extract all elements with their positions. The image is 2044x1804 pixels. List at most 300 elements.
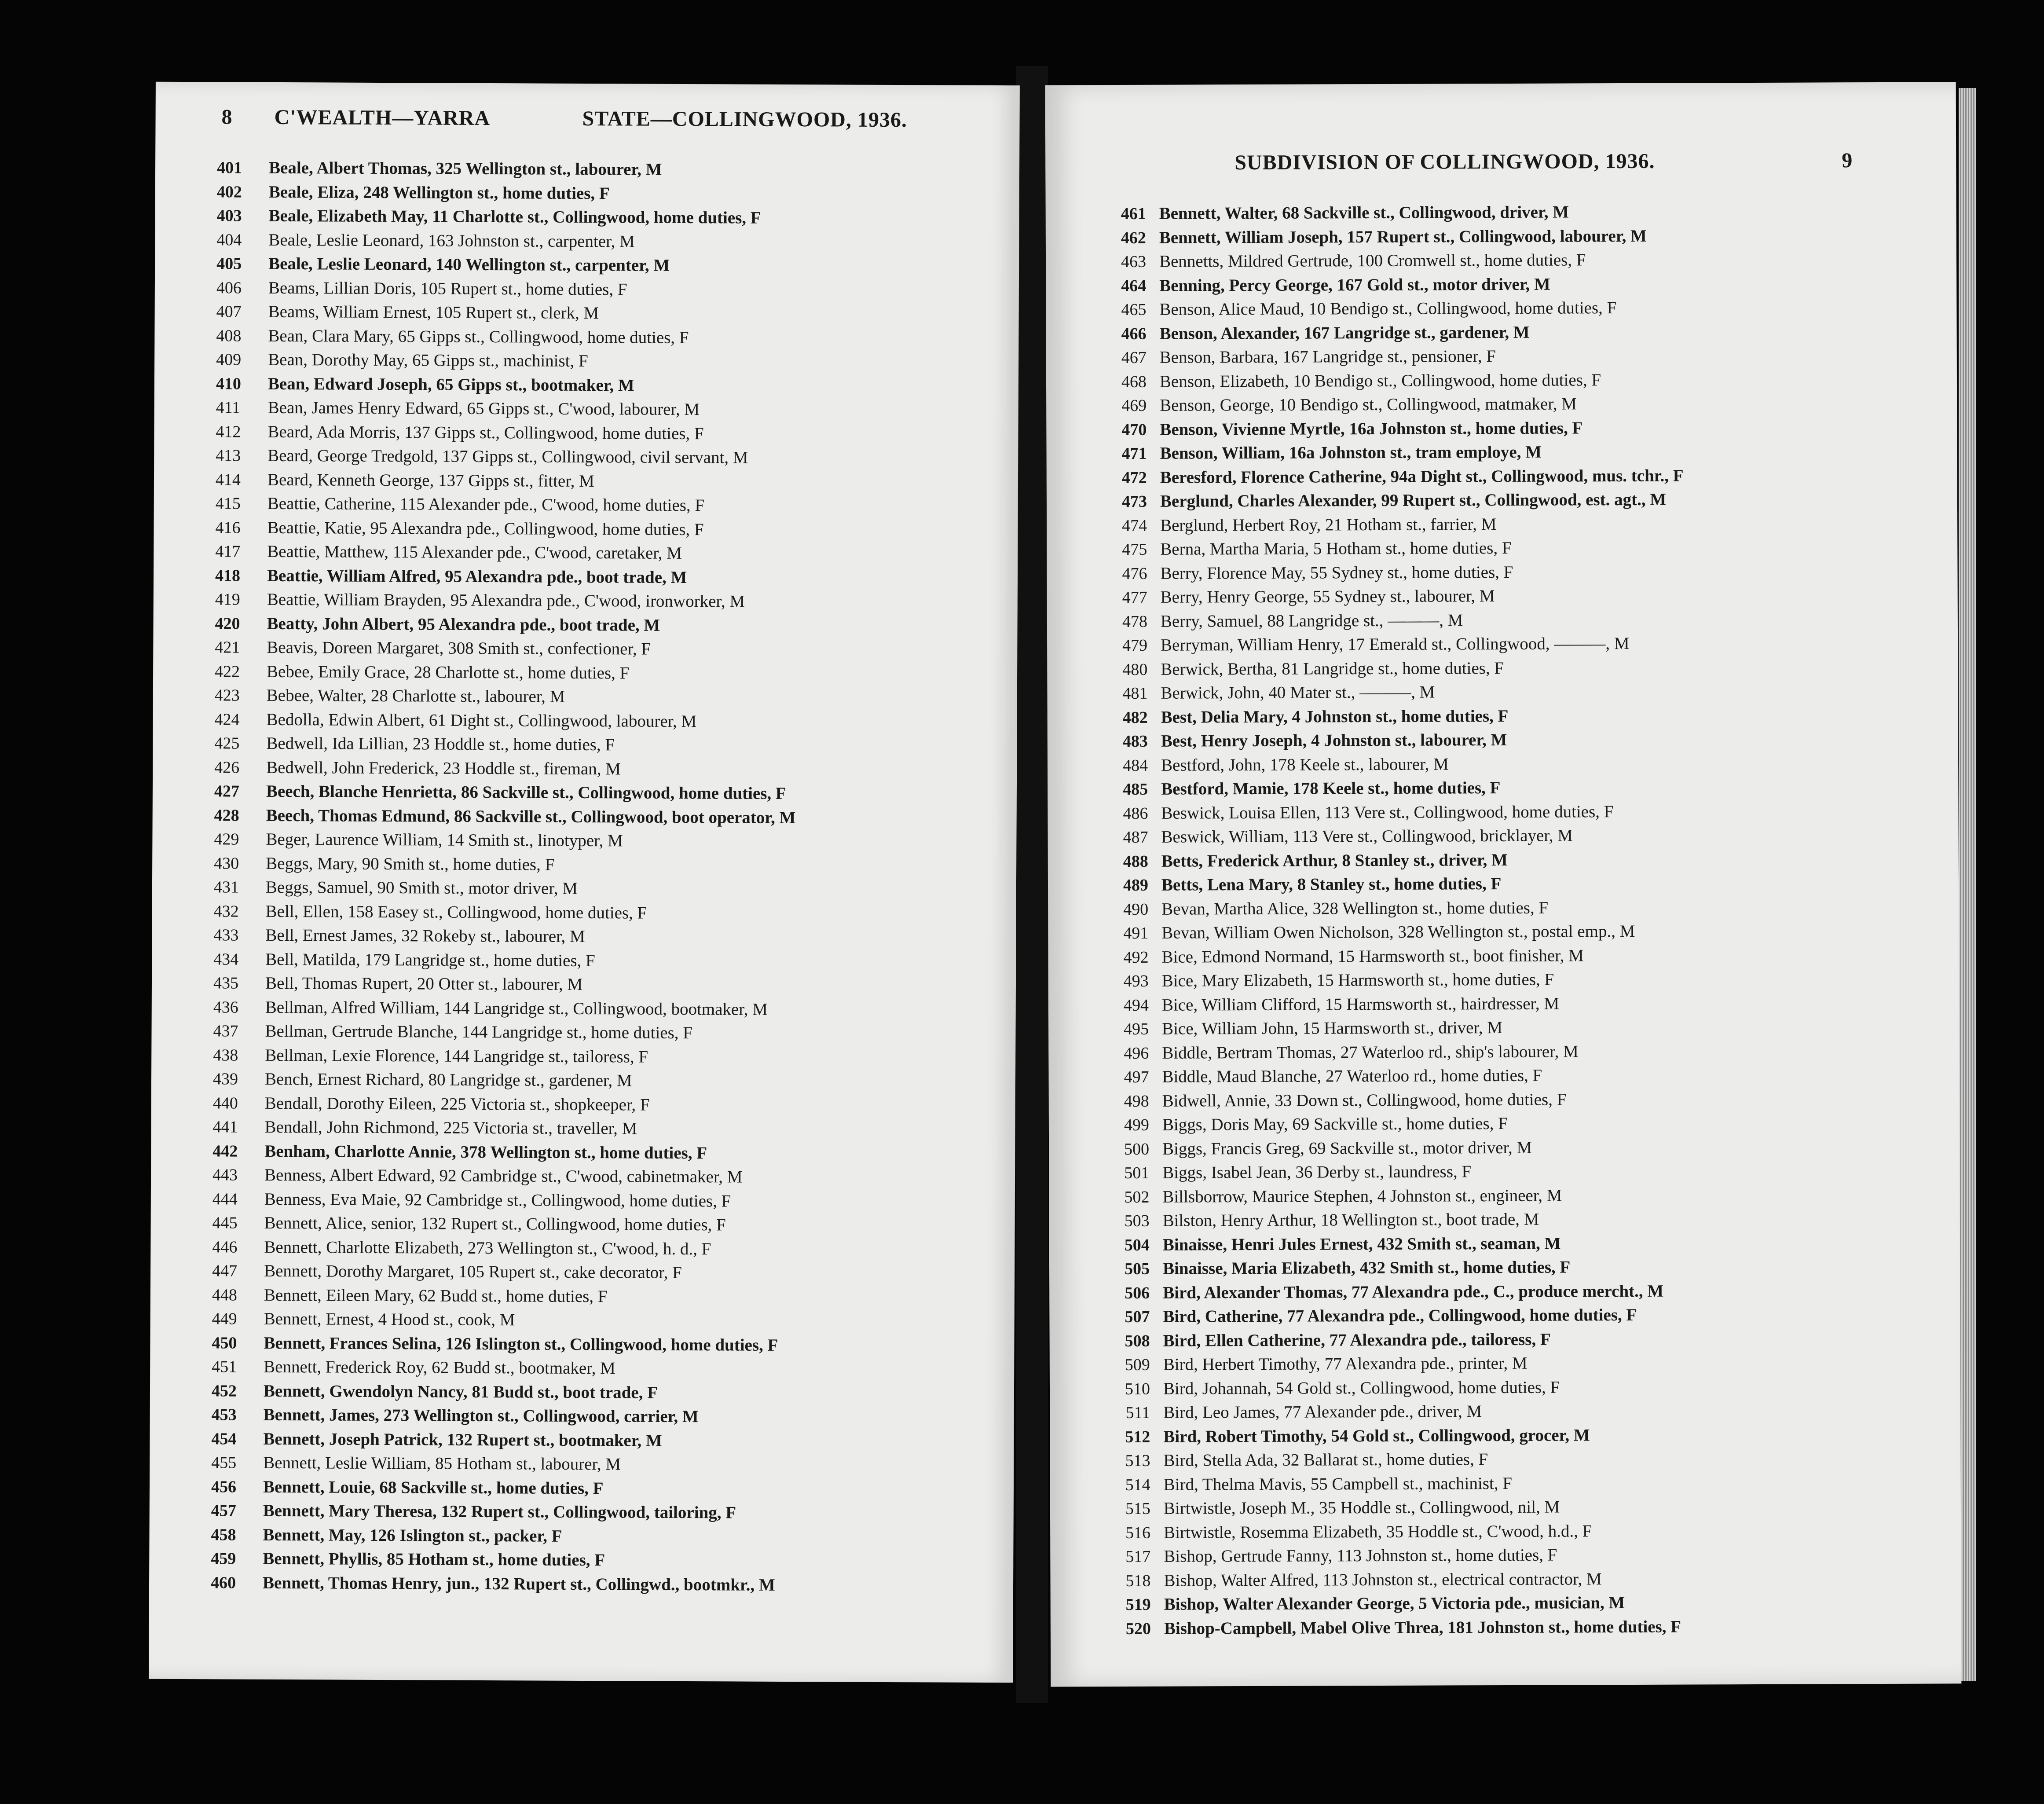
right-page — [1045, 82, 1962, 1687]
elector-details: Billsborrow, Maurice Stephen, 4 Johnston st., engineer, M — [1162, 1186, 1562, 1206]
elector-number: 448 — [212, 1285, 237, 1305]
elector-entry — [215, 683, 1011, 711]
elector-entry — [1090, 391, 1948, 418]
elector-details: Beswick, Louisa Ellen, 113 Vere st., Collingwood, home duties, F — [1161, 802, 1614, 823]
elector-details: Bird, Leo James, 77 Alexander pde., driver, M — [1163, 1402, 1482, 1422]
elector-entry — [1093, 1182, 1951, 1209]
elector-entry — [1092, 1062, 1950, 1089]
elector-entry — [216, 444, 1012, 471]
elector-details: Benson, Barbara, 167 Langridge st., pensioner, F — [1159, 347, 1496, 367]
elector-details: Bedwell, John Frederick, 23 Hoddle st., fireman, M — [266, 758, 621, 778]
left-entry-list — [211, 156, 1013, 1598]
elector-details: Beattie, Matthew, 115 Alexander pde., C'wood, caretaker, M — [267, 542, 682, 563]
right-header-subdivision: SUBDIVISION OF COLLINGWOOD, 1936. — [1234, 149, 1655, 175]
elector-entry — [1090, 367, 1948, 394]
elector-details: Bean, James Henry Edward, 65 Gipps st., C'wood, labourer, M — [267, 398, 700, 419]
elector-entry — [1094, 1494, 1952, 1521]
elector-details: Beale, Leslie Leonard, 140 Wellington st., carpenter, M — [268, 254, 670, 275]
right-page-number: 9 — [1842, 149, 1853, 172]
elector-details: Bice, William John, 15 Harmsworth st., driver, M — [1162, 1018, 1503, 1038]
elector-details: Benness, Albert Edward, 92 Cambridge st., C'wood, cabinetmaker, M — [264, 1165, 743, 1187]
elector-number: 503 — [1124, 1211, 1150, 1231]
elector-details: Beams, Lillian Doris, 105 Rupert st., home duties, F — [268, 278, 627, 299]
elector-details: Bird, Thelma Mavis, 55 Campbell st., machinist, F — [1163, 1474, 1513, 1494]
elector-entry — [1090, 319, 1948, 346]
elector-entry — [213, 1067, 1009, 1094]
elector-details: Bennett, Phyllis, 85 Hotham st., home duties, F — [263, 1549, 605, 1570]
elector-entry — [214, 851, 1010, 879]
elector-entry — [1095, 1590, 1952, 1617]
elector-entry — [216, 396, 1012, 423]
elector-entry — [211, 1451, 1007, 1478]
elector-entry — [1091, 511, 1949, 538]
elector-number: 477 — [1122, 588, 1147, 607]
elector-details: Bice, Mary Elizabeth, 15 Harmsworth st., home duties, F — [1161, 970, 1554, 990]
elector-number: 431 — [213, 878, 239, 897]
elector-details: Bird, Alexander Thomas, 77 Alexandra pde., C., produce mercht., M — [1163, 1281, 1664, 1302]
elector-entry — [212, 1163, 1009, 1190]
elector-entry — [213, 1091, 1009, 1118]
elector-entry — [1093, 1134, 1951, 1161]
elector-details: Bird, Johannah, 54 Gold st., Collingwood, home duties, F — [1163, 1378, 1560, 1398]
elector-number: 427 — [214, 782, 239, 801]
elector-details: Beale, Albert Thomas, 325 Wellington st., labourer, M — [268, 158, 662, 179]
elector-number: 409 — [216, 350, 242, 369]
elector-entry — [214, 731, 1011, 759]
elector-entry — [1092, 942, 1950, 969]
elector-entry — [216, 204, 1013, 231]
elector-number: 424 — [214, 710, 240, 729]
elector-entry — [1091, 678, 1949, 705]
elector-number: 415 — [215, 494, 241, 513]
elector-number: 437 — [213, 1022, 238, 1041]
elector-details: Bean, Clara Mary, 65 Gipps st., Collingwood, home duties, F — [268, 326, 689, 347]
elector-details: Bird, Catherine, 77 Alexandra pde., Collingwood, home duties, F — [1163, 1305, 1637, 1326]
book-spine — [1016, 66, 1048, 1703]
elector-number: 457 — [211, 1501, 236, 1520]
elector-number: 482 — [1122, 708, 1148, 727]
elector-number: 489 — [1123, 876, 1149, 895]
elector-entry — [213, 971, 1010, 998]
elector-number: 436 — [213, 997, 238, 1017]
elector-number: 478 — [1122, 612, 1147, 631]
elector-number: 510 — [1125, 1379, 1150, 1398]
elector-entry — [216, 468, 1012, 495]
elector-entry — [215, 660, 1011, 687]
elector-entry — [215, 564, 1011, 591]
elector-entry — [215, 516, 1011, 543]
elector-details: Bedwell, Ida Lillian, 23 Hoddle st., home duties, F — [266, 733, 615, 755]
elector-details: Bell, Matilda, 179 Langridge st., home duties, F — [265, 950, 595, 970]
elector-number: 517 — [1125, 1547, 1151, 1566]
elector-number: 418 — [215, 566, 241, 585]
elector-details: Biddle, Bertram Thomas, 27 Waterloo rd., ship's labourer, M — [1162, 1041, 1579, 1063]
elector-entry — [1092, 895, 1950, 921]
elector-details: Bennett, May, 126 Islington st., packer, F — [263, 1525, 562, 1546]
elector-entry — [1091, 655, 1949, 682]
elector-details: Bird, Ellen Catherine, 77 Alexandra pde., tailoress, F — [1163, 1330, 1551, 1350]
elector-entry — [211, 1571, 1007, 1598]
elector-entry — [1092, 990, 1950, 1017]
elector-entry — [1093, 1110, 1951, 1137]
elector-details: Beggs, Samuel, 90 Smith st., motor driver, M — [265, 877, 578, 898]
elector-details: Beavis, Doreen Margaret, 308 Smith st., confectioner, F — [267, 638, 651, 659]
elector-number: 485 — [1123, 780, 1148, 799]
elector-details: Bennett, Frances Selina, 126 Islington st., Collingwood, home duties, F — [264, 1333, 778, 1355]
elector-number: 474 — [1122, 516, 1147, 535]
elector-number: 504 — [1124, 1236, 1150, 1254]
elector-number: 406 — [216, 278, 242, 297]
elector-entry — [1090, 223, 1948, 250]
elector-details: Bishop, Walter Alexander George, 5 Victoria pde., musician, M — [1164, 1593, 1625, 1614]
elector-number: 464 — [1121, 276, 1147, 295]
elector-entry — [212, 1259, 1008, 1286]
elector-details: Bennett, William Joseph, 157 Rupert st., Collingwood, labourer, M — [1159, 226, 1647, 247]
elector-number: 442 — [212, 1141, 238, 1161]
elector-entry — [1094, 1398, 1952, 1425]
elector-details: Beard, George Tredgold, 137 Gipps st., Collingwood, civil servant, M — [267, 446, 748, 467]
elector-details: Bishop, Walter Alfred, 113 Johnston st., electrical contractor, M — [1164, 1569, 1602, 1590]
elector-number: 426 — [214, 758, 240, 777]
elector-number: 401 — [216, 158, 242, 177]
elector-entry — [212, 1211, 1008, 1238]
elector-number: 461 — [1121, 204, 1146, 224]
elector-details: Berryman, William Henry, 17 Emerald st., Collingwood, ———, M — [1161, 634, 1630, 655]
elector-entry — [1091, 583, 1949, 609]
elector-details: Bell, Ernest James, 32 Rokeby st., labourer, M — [265, 925, 585, 946]
elector-details: Benson, Vivienne Myrtle, 16a Johnston st., home duties, F — [1160, 418, 1583, 439]
elector-entry — [213, 947, 1010, 975]
elector-number: 410 — [216, 374, 242, 393]
elector-number: 405 — [216, 254, 242, 273]
elector-details: Benson, George, 10 Bendigo st., Collingwood, matmaker, M — [1160, 394, 1577, 415]
elector-number: 476 — [1122, 564, 1147, 583]
elector-number: 466 — [1121, 324, 1147, 343]
elector-details: Bestford, Mamie, 178 Keele st., home duties, F — [1161, 778, 1501, 799]
elector-details: Berry, Florence May, 55 Sydney st., home duties, F — [1160, 562, 1513, 583]
elector-entry — [1091, 535, 1949, 561]
elector-entry — [217, 156, 1013, 183]
elector-details: Bean, Dorothy May, 65 Gipps st., machinist, F — [268, 350, 588, 371]
elector-entry — [1094, 1518, 1952, 1545]
elector-entry — [1093, 1206, 1951, 1233]
elector-entry — [1091, 607, 1949, 634]
elector-number: 455 — [211, 1453, 237, 1472]
elector-number: 456 — [211, 1477, 237, 1496]
elector-entry — [212, 1187, 1009, 1214]
elector-number: 465 — [1121, 300, 1147, 319]
elector-number: 520 — [1125, 1619, 1151, 1638]
elector-details: Betts, Frederick Arthur, 8 Stanley st., driver, M — [1161, 850, 1508, 871]
elector-entry — [216, 252, 1013, 279]
elector-details: Bean, Edward Joseph, 65 Gipps st., bootmaker, M — [267, 374, 634, 395]
elector-number: 430 — [214, 854, 239, 873]
elector-entry — [1092, 799, 1949, 825]
elector-entry — [1094, 1542, 1952, 1569]
elector-details: Beggs, Mary, 90 Smith st., home duties, F — [266, 854, 555, 874]
elector-details: Bennett, Joseph Patrick, 132 Rupert st., bootmaker, M — [263, 1429, 662, 1450]
elector-number: 445 — [212, 1214, 238, 1232]
elector-number: 493 — [1123, 972, 1149, 991]
elector-entry — [1092, 774, 1949, 801]
elector-number: 408 — [216, 326, 242, 345]
elector-number: 486 — [1123, 804, 1148, 823]
elector-entry — [211, 1427, 1007, 1454]
elector-number: 460 — [210, 1573, 236, 1592]
elector-details: Berry, Henry George, 55 Sydney st., labourer, M — [1160, 587, 1495, 607]
elector-number: 416 — [215, 518, 241, 537]
elector-number: 411 — [216, 398, 241, 417]
elector-entry — [1094, 1350, 1952, 1377]
elector-number: 462 — [1121, 228, 1146, 247]
elector-number: 446 — [212, 1237, 238, 1257]
elector-entry — [212, 1139, 1009, 1166]
page-edges — [1959, 88, 1976, 1681]
elector-details: Bennett, Dorothy Margaret, 105 Rupert st., cake decorator, F — [264, 1261, 682, 1282]
elector-details: Beard, Ada Morris, 137 Gipps st., Collingwood, home duties, F — [267, 422, 704, 443]
elector-number: 419 — [215, 590, 240, 609]
elector-number: 412 — [216, 422, 241, 441]
elector-details: Berwick, Bertha, 81 Langridge st., home duties, F — [1161, 658, 1504, 679]
elector-details: Beams, William Ernest, 105 Rupert st., clerk, M — [268, 302, 599, 323]
elector-entry — [1092, 703, 1949, 730]
elector-details: Bennetts, Mildred Gertrude, 100 Cromwell st., home duties, F — [1159, 250, 1586, 271]
elector-details: Bennett, Frederick Roy, 62 Budd st., bootmaker, M — [264, 1357, 615, 1378]
elector-number: 441 — [212, 1118, 238, 1137]
elector-details: Bebee, Emily Grace, 28 Charlotte st., home duties, F — [266, 662, 630, 682]
elector-number: 463 — [1121, 252, 1147, 271]
elector-number: 452 — [211, 1381, 237, 1401]
elector-number: 492 — [1123, 948, 1149, 967]
elector-number: 459 — [211, 1549, 236, 1568]
elector-number: 481 — [1122, 684, 1148, 703]
elector-number: 451 — [212, 1357, 237, 1376]
elector-entry — [212, 1235, 1008, 1262]
elector-number: 484 — [1122, 756, 1148, 775]
elector-details: Beattie, Katie, 95 Alexandra pde., Collingwood, home duties, F — [267, 518, 704, 539]
elector-entry — [1092, 1038, 1950, 1065]
elector-number: 440 — [212, 1093, 238, 1113]
elector-number: 413 — [216, 446, 241, 465]
elector-entry — [216, 372, 1012, 399]
elector-entry — [213, 1019, 1009, 1046]
elector-entry — [212, 1355, 1008, 1382]
elector-details: Bendall, Dorothy Eileen, 225 Victoria st., shopkeeper, F — [264, 1093, 650, 1115]
elector-details: Beresford, Florence Catherine, 94a Dight st., Collingwood, mus. tchr., F — [1160, 466, 1684, 487]
elector-entry — [1094, 1566, 1952, 1593]
elector-details: Bellman, Alfred William, 144 Langridge st., Collingwood, bootmaker, M — [265, 997, 768, 1019]
elector-number: 402 — [216, 182, 242, 202]
elector-details: Best, Henry Joseph, 4 Johnston st., labourer, M — [1161, 730, 1507, 751]
elector-number: 458 — [211, 1525, 236, 1544]
elector-details: Bennett, Eileen Mary, 62 Budd st., home duties, F — [264, 1285, 608, 1306]
elector-details: Bennett, Mary Theresa, 132 Rupert st., Collingwood, tailoring, F — [263, 1501, 736, 1522]
elector-number: 488 — [1123, 852, 1148, 871]
elector-details: Bennett, Walter, 68 Sackville st., Collingwood, driver, M — [1159, 202, 1569, 223]
elector-details: Beard, Kenneth George, 137 Gipps st., fitter, M — [267, 470, 594, 491]
elector-entry — [1093, 1158, 1951, 1185]
elector-details: Best, Delia Mary, 4 Johnston st., home duties, F — [1161, 706, 1509, 727]
elector-number: 425 — [214, 734, 240, 753]
elector-details: Bellman, Lexie Florence, 144 Langridge st., tailoress, F — [265, 1045, 648, 1067]
elector-entry — [216, 276, 1013, 303]
elector-entry — [1093, 1302, 1951, 1329]
elector-number: 453 — [211, 1405, 237, 1424]
elector-details: Beech, Thomas Edmund, 86 Sackville st., Collingwood, boot operator, M — [266, 806, 796, 827]
elector-entry — [215, 587, 1011, 615]
elector-number: 513 — [1125, 1451, 1150, 1470]
right-entry-list — [1090, 199, 1952, 1641]
elector-number: 421 — [215, 638, 240, 657]
elector-number: 490 — [1123, 900, 1149, 919]
elector-details: Bennett, Ernest, 4 Hood st., cook, M — [264, 1309, 515, 1330]
elector-details: Beattie, William Alfred, 95 Alexandra pde., boot trade, M — [267, 566, 687, 587]
elector-number: 516 — [1125, 1523, 1151, 1542]
elector-details: Benham, Charlotte Annie, 378 Wellington st., home duties, F — [264, 1141, 707, 1162]
elector-number: 414 — [215, 470, 241, 489]
elector-entry — [1092, 751, 1949, 777]
elector-entry — [212, 1379, 1008, 1406]
elector-number: 429 — [214, 830, 239, 849]
elector-details: Benness, Eva Maie, 92 Cambridge st., Collingwood, home duties, F — [264, 1189, 731, 1210]
elector-entry — [212, 1331, 1008, 1358]
elector-details: Beger, Laurence William, 14 Smith st., linotyper, M — [266, 829, 623, 851]
elector-entry — [1092, 822, 1950, 849]
elector-details: Benson, Alice Maud, 10 Bendigo st., Collingwood, home duties, F — [1159, 298, 1617, 319]
elector-details: Beech, Blanche Henrietta, 86 Sackville st., Collingwood, home duties, F — [266, 781, 786, 803]
elector-number: 449 — [212, 1309, 237, 1328]
elector-entry — [1094, 1422, 1952, 1449]
elector-number: 423 — [214, 686, 240, 705]
elector-number: 506 — [1125, 1283, 1150, 1302]
elector-entry — [212, 1283, 1008, 1310]
elector-number: 417 — [215, 542, 241, 561]
elector-entry — [211, 1523, 1007, 1550]
elector-number: 494 — [1123, 996, 1149, 1015]
elector-details: Bellman, Gertrude Blanche, 144 Langridge st., home duties, F — [265, 1021, 693, 1043]
elector-entry — [1090, 343, 1948, 370]
elector-entry — [1095, 1614, 1952, 1641]
elector-number: 447 — [212, 1261, 238, 1280]
elector-entry — [214, 827, 1010, 854]
elector-entry — [1091, 631, 1949, 657]
elector-entry — [211, 1499, 1007, 1526]
elector-entry — [211, 1475, 1007, 1502]
elector-number: 511 — [1125, 1403, 1150, 1423]
elector-details: Bennett, Louie, 68 Sackville st., home duties, F — [263, 1477, 604, 1498]
elector-entry — [214, 875, 1010, 902]
elector-number: 512 — [1125, 1427, 1150, 1446]
elector-number: 422 — [214, 662, 240, 681]
elector-entry — [214, 779, 1011, 807]
elector-entry — [1092, 847, 1950, 873]
elector-number: 439 — [212, 1070, 238, 1089]
elector-entry — [216, 420, 1012, 447]
elector-number: 407 — [216, 302, 242, 321]
elector-entry — [1092, 1014, 1950, 1041]
elector-details: Bennett, James, 273 Wellington st., Collingwood, carrier, M — [263, 1405, 699, 1426]
elector-entry — [1092, 966, 1950, 993]
elector-number: 469 — [1121, 396, 1147, 415]
elector-details: Bilston, Henry Arthur, 18 Wellington st., boot trade, M — [1162, 1210, 1539, 1230]
elector-details: Binaisse, Maria Elizabeth, 432 Smith st., home duties, F — [1162, 1258, 1571, 1278]
elector-entry — [217, 180, 1013, 207]
elector-entry — [216, 324, 1012, 351]
elector-details: Benson, William, 16a Johnston st., tram employe, M — [1160, 442, 1542, 463]
elector-entry — [214, 899, 1010, 927]
elector-number: 404 — [216, 230, 242, 249]
elector-details: Birtwistle, Rosemma Elizabeth, 35 Hoddle st., C'wood, h.d., F — [1164, 1521, 1592, 1542]
elector-details: Bice, William Clifford, 15 Harmsworth st., hairdresser, M — [1161, 994, 1560, 1015]
elector-details: Beale, Elizabeth May, 11 Charlotte st., Collingwood, home duties, F — [268, 206, 761, 227]
elector-entry — [1094, 1470, 1952, 1497]
left-header-subdivision: STATE—COLLINGWOOD, 1936. — [582, 106, 908, 132]
elector-entry — [1093, 1086, 1951, 1113]
elector-number: 438 — [213, 1045, 238, 1065]
elector-details: Beale, Eliza, 248 Wellington st., home duties, F — [268, 182, 610, 203]
elector-number: 502 — [1124, 1188, 1150, 1206]
elector-number: 475 — [1122, 540, 1147, 559]
elector-number: 428 — [214, 806, 239, 825]
elector-entry — [1091, 463, 1949, 490]
elector-details: Bird, Herbert Timothy, 77 Alexandra pde., printer, M — [1163, 1353, 1528, 1374]
elector-number: 501 — [1124, 1163, 1150, 1183]
elector-details: Bishop-Campbell, Mabel Olive Threa, 181 Johnston st., home duties, F — [1164, 1617, 1681, 1638]
elector-entry — [213, 1043, 1009, 1071]
elector-details: Berglund, Charles Alexander, 99 Rupert st., Collingwood, est. agt., M — [1160, 490, 1667, 511]
elector-details: Bishop, Gertrude Fanny, 113 Johnston st., home duties, F — [1164, 1545, 1557, 1566]
elector-details: Betts, Lena Mary, 8 Stanley st., home duties, F — [1161, 874, 1502, 895]
elector-entry — [214, 755, 1011, 783]
elector-details: Biggs, Doris May, 69 Sackville st., home duties, F — [1162, 1114, 1508, 1134]
elector-details: Bendall, John Richmond, 225 Victoria st., traveller, M — [264, 1117, 637, 1138]
elector-entry — [1092, 726, 1949, 753]
elector-number: 454 — [211, 1429, 237, 1448]
elector-number: 468 — [1121, 372, 1147, 391]
elector-number: 508 — [1125, 1331, 1150, 1350]
elector-entry — [216, 228, 1013, 255]
elector-details: Bice, Edmond Normand, 15 Harmsworth st., boot finisher, M — [1161, 946, 1584, 967]
elector-entry — [1091, 487, 1949, 513]
elector-number: 483 — [1122, 732, 1148, 751]
elector-number: 420 — [215, 614, 240, 633]
elector-details: Bedolla, Edwin Albert, 61 Dight st., Collingwood, labourer, M — [266, 710, 697, 731]
elector-details: Benson, Alexander, 167 Langridge st., gardener, M — [1159, 323, 1530, 343]
elector-number: 515 — [1125, 1499, 1151, 1518]
elector-entry — [212, 1307, 1008, 1334]
elector-details: Bestford, John, 178 Keele st., labourer, M — [1161, 754, 1449, 775]
elector-details: Bell, Thomas Rupert, 20 Otter st., labourer, M — [265, 973, 583, 994]
left-page-number: 8 — [221, 105, 233, 129]
elector-number: 500 — [1124, 1140, 1150, 1159]
elector-details: Berglund, Herbert Roy, 21 Hotham st., farrier, M — [1160, 514, 1497, 535]
elector-entry — [215, 635, 1011, 663]
elector-number: 432 — [213, 902, 239, 921]
elector-number: 498 — [1124, 1092, 1149, 1111]
elector-entry — [214, 803, 1011, 831]
elector-number: 403 — [216, 206, 242, 225]
elector-details: Berry, Samuel, 88 Langridge st., ———, M — [1160, 610, 1463, 631]
elector-number: 434 — [213, 950, 239, 969]
elector-number: 480 — [1122, 660, 1148, 679]
elector-number: 499 — [1124, 1115, 1149, 1135]
elector-details: Bevan, William Owen Nicholson, 328 Wellington st., postal emp., M — [1161, 921, 1635, 942]
elector-entry — [216, 491, 1012, 519]
elector-details: Beswick, William, 113 Vere st., Collingwood, bricklayer, M — [1161, 826, 1573, 847]
elector-number: 473 — [1121, 492, 1147, 511]
elector-details: Benson, Elizabeth, 10 Bendigo st., Collingwood, home duties, F — [1159, 370, 1601, 391]
elector-details: Beale, Leslie Leonard, 163 Johnston st., carpenter, M — [268, 230, 635, 251]
